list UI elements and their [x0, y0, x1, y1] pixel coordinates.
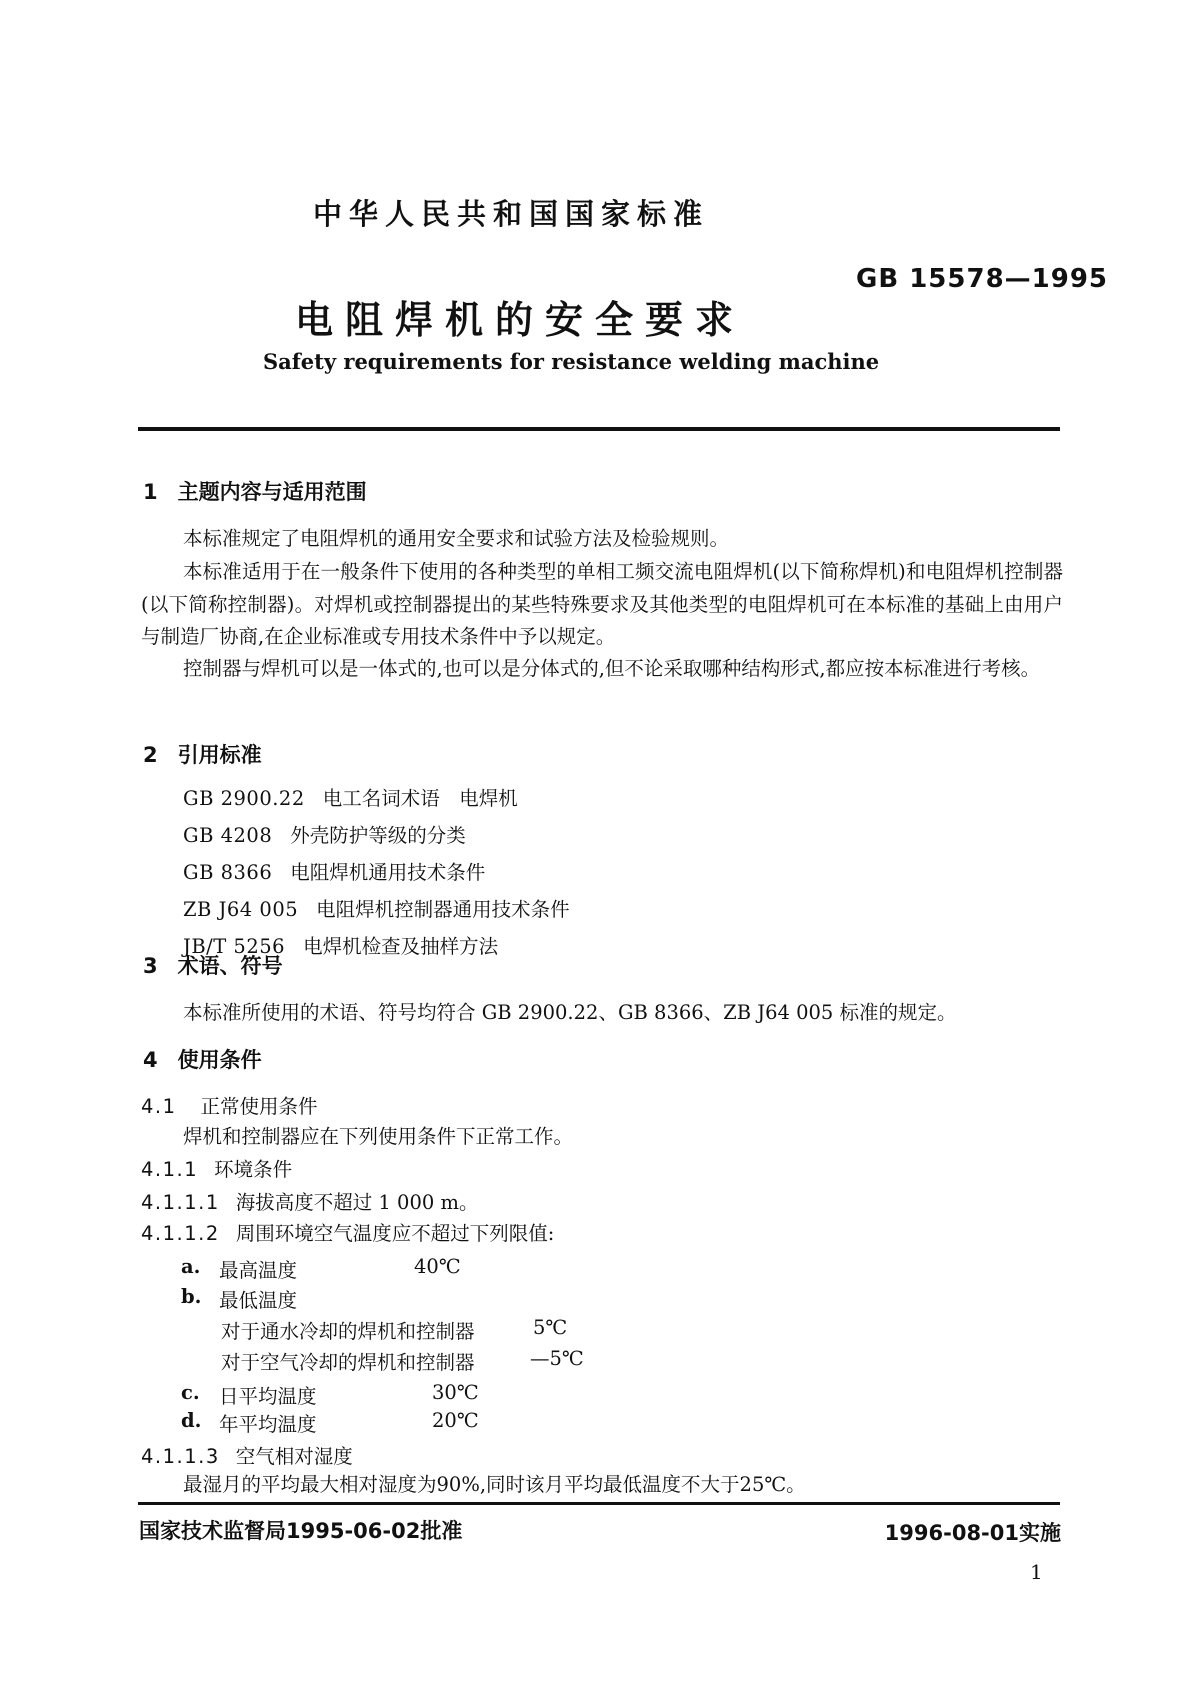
- section1-title: 主题内容与适用范围: [177, 480, 367, 504]
- implementation-date: 1996-08-01实施: [884, 1521, 1061, 1545]
- temp-item-a: [141, 1255, 1063, 1283]
- temp-item-d-letter: d.: [181, 1409, 202, 1432]
- temp-item-a-value: 40℃: [414, 1255, 461, 1278]
- section1-paragraph-1: 本标准规定了电阻焊机的通用安全要求和试验方法及检验规则。: [183, 527, 730, 550]
- temp-item-d-value: 20℃: [432, 1409, 479, 1432]
- temp-item-a-label: 最高温度: [219, 1259, 298, 1282]
- clause-4-1-1-2-text: 周围环境空气温度应不超过下列限值:: [235, 1222, 555, 1245]
- temp-item-d: [141, 1409, 1063, 1437]
- clause-4-1-1-title: 环境条件: [214, 1158, 293, 1181]
- section2-number: 2: [143, 743, 158, 767]
- temp-item-b-letter: b.: [181, 1285, 202, 1308]
- temp-item-a-letter: a.: [181, 1255, 201, 1278]
- reference-code: ZB J64 005: [183, 898, 299, 921]
- footer-rule: [138, 1502, 1060, 1505]
- temp-item-c-letter: c.: [181, 1381, 200, 1404]
- approval-statement: 国家技术监督局1995-06-02批准: [139, 1519, 463, 1543]
- section4-number: 4: [143, 1048, 158, 1072]
- page-number: 1: [1030, 1560, 1043, 1584]
- header-rule: [138, 427, 1060, 431]
- temp-item-b-label: 最低温度: [219, 1289, 298, 1312]
- reference-code: JB/T 5256: [183, 935, 286, 958]
- clause-4-1-1-1-number: 4.1.1.1: [141, 1191, 220, 1214]
- section1-paragraph-2: 本标准适用于在一般条件下使用的各种类型的单相工频交流电阻焊机(以下简称焊机)和电阻焊机控制器(以下简称控制器)。对焊机或控制器提出的某些特殊要求及其他类型的电阻焊机可在本标准的基础上由用户与制造厂协商,在企业标准或专用技术条件中予以规定。: [141, 560, 1063, 648]
- reference-name: 电工名词术语 电焊机: [322, 787, 518, 810]
- document-title: 电阻焊机的安全要求: [295, 298, 746, 342]
- section3-paragraph-1: 本标准所使用的术语、符号均符合 GB 2900.22、GB 8366、ZB J64 005 标准的规定。: [183, 1001, 957, 1024]
- section2-heading: [141, 742, 1063, 768]
- section1-heading: [141, 479, 1063, 505]
- temp-item-b-water: [141, 1316, 1063, 1344]
- temp-item-b-air-value: —5℃: [530, 1347, 584, 1370]
- temp-item-c-label: 日平均温度: [219, 1385, 317, 1408]
- section4-title: 使用条件: [177, 1048, 262, 1072]
- clause-4-1-paragraph: 焊机和控制器应在下列使用条件下正常工作。: [183, 1125, 574, 1148]
- clause-4-1-1: [141, 1157, 1063, 1183]
- reference-code: GB 8366: [183, 861, 273, 884]
- reference-code: GB 2900.22: [183, 787, 305, 810]
- clause-4-1-1-1-text: 海拔高度不超过 1 000 m。: [235, 1191, 479, 1214]
- reference-item: [141, 897, 1063, 923]
- section1-number: 1: [143, 480, 158, 504]
- reference-item: [141, 823, 1063, 849]
- temp-item-b-air: [141, 1347, 1063, 1375]
- temp-item-c-value: 30℃: [432, 1381, 479, 1404]
- temp-item-d-label: 年平均温度: [219, 1413, 317, 1436]
- clause-4-1-1-3: [141, 1444, 1063, 1470]
- reference-item: [141, 860, 1063, 886]
- reference-name: 外壳防护等级的分类: [290, 824, 466, 847]
- reference-name: 电阻焊机控制器通用技术条件: [316, 898, 570, 921]
- clause-4-1-1-number: 4.1.1: [141, 1158, 199, 1181]
- clause-4-1: [141, 1094, 1063, 1120]
- reference-code: GB 4208: [183, 824, 273, 847]
- clause-4-1-1-3-number: 4.1.1.3: [141, 1445, 220, 1468]
- section4-heading: [141, 1047, 1063, 1073]
- temp-item-b-air-label: 对于空气冷却的焊机和控制器: [221, 1351, 475, 1374]
- temp-item-c: [141, 1381, 1063, 1409]
- temp-item-b-water-label: 对于通水冷却的焊机和控制器: [221, 1320, 475, 1343]
- section3-title: 术语、符号: [177, 954, 283, 978]
- reference-name: 电焊机检查及抽样方法: [303, 935, 499, 958]
- section3-number: 3: [143, 954, 158, 978]
- reference-item: [141, 786, 1063, 812]
- document-title-english: Safety requirements for resistance welding machine: [263, 349, 880, 374]
- clause-4-1-1-2-number: 4.1.1.2: [141, 1222, 220, 1245]
- clause-4-1-1-3-title: 空气相对湿度: [235, 1445, 353, 1468]
- standard-number: GB 15578—1995: [856, 264, 1109, 294]
- clause-4-1-number: 4.1: [141, 1095, 177, 1118]
- clause-4-1-1-3-paragraph: 最湿月的平均最大相对湿度为90%,同时该月平均最低温度不大于25℃。: [183, 1473, 806, 1496]
- temp-item-b-water-value: 5℃: [533, 1316, 568, 1339]
- section2-title: 引用标准: [177, 743, 262, 767]
- standard-label: 中华人民共和国国家标准: [313, 197, 710, 231]
- clause-4-1-1-2: [141, 1221, 1063, 1247]
- temp-item-b: [141, 1285, 1063, 1313]
- clause-4-1-title: 正常使用条件: [200, 1095, 318, 1118]
- clause-4-1-1-1: [141, 1190, 1063, 1216]
- reference-name: 电阻焊机通用技术条件: [290, 861, 486, 884]
- section1-paragraph-3: 控制器与焊机可以是一体式的,也可以是分体式的,但不论采取哪种结构形式,都应按本标准进行考核。: [183, 657, 1041, 680]
- section3-heading: [141, 953, 1063, 979]
